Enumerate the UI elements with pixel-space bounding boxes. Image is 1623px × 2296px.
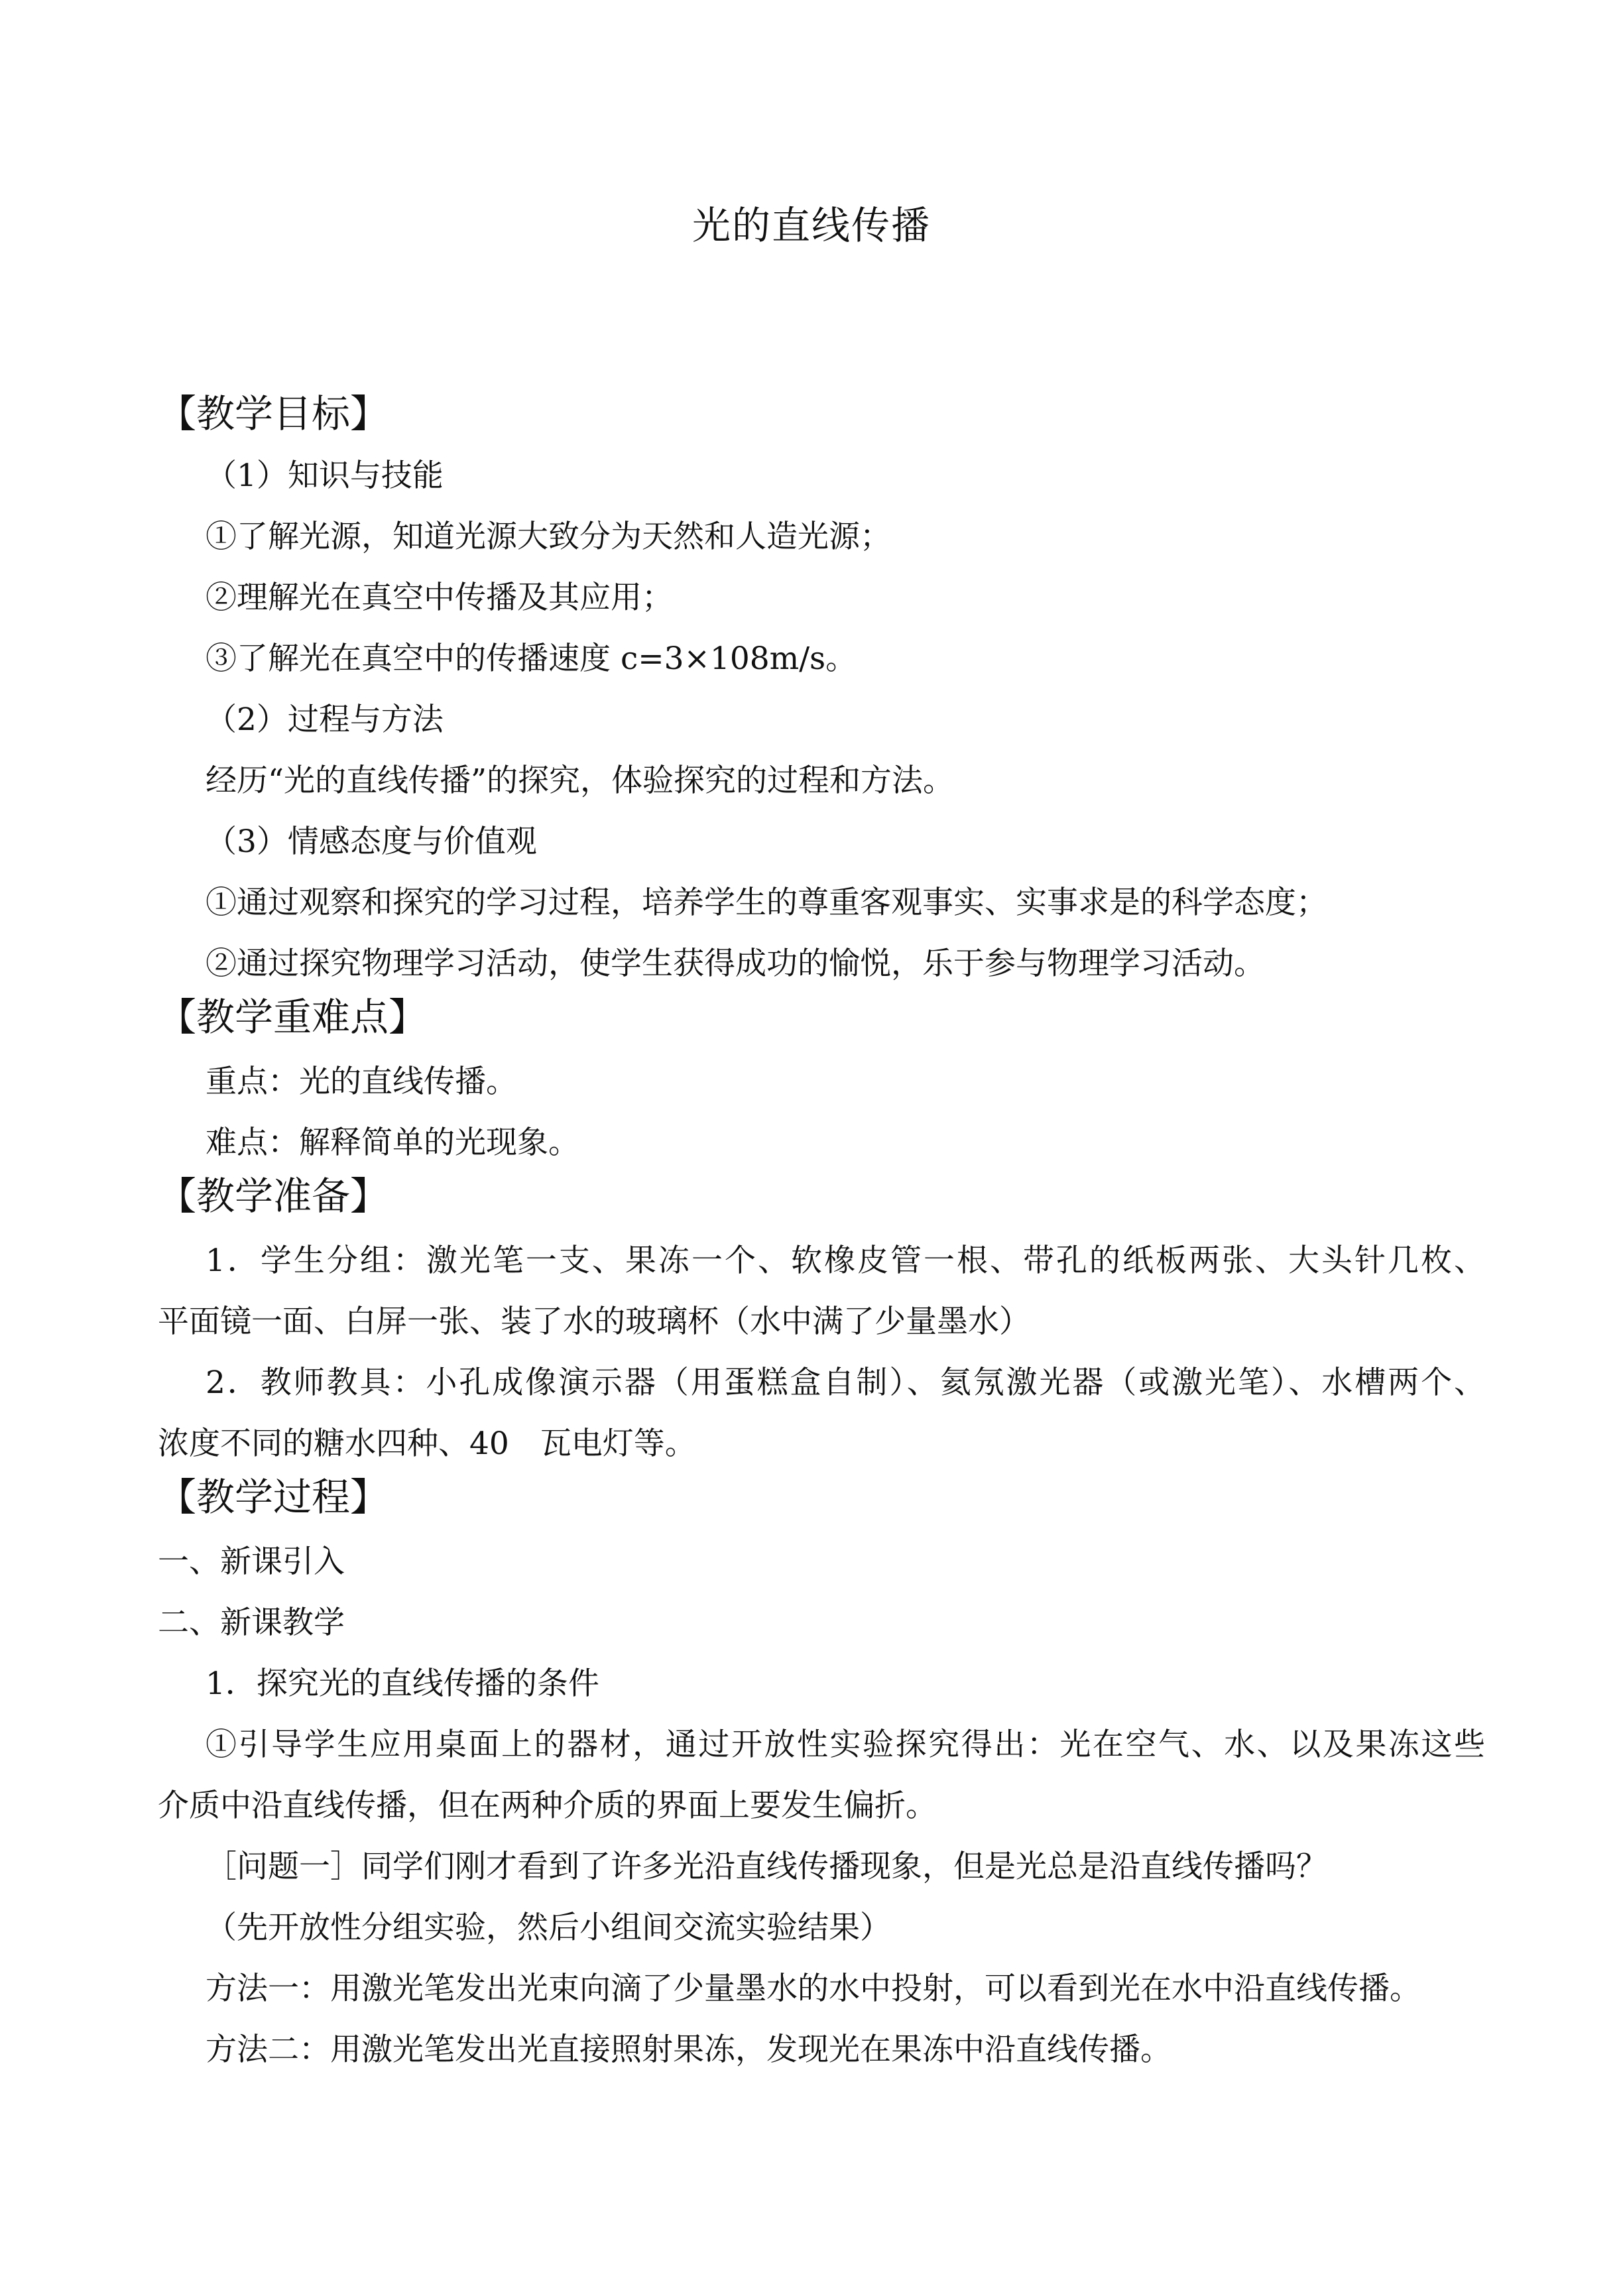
prep-teacher-line-1: 2．教师教具：小孔成像演示器（用蛋糕盒自制）、氦氖激光器（或激光笔）、水槽两个、: [206, 1364, 1485, 1401]
emotion-heading: （3）情感态度与价值观: [206, 823, 537, 860]
process-method-2: 方法二：用激光笔发出光直接照射果冻，发现光在果冻中沿直线传播。: [206, 2031, 1172, 2068]
process-subheading-1: 1．探究光的直线传播的条件: [206, 1665, 599, 1702]
process-text: 经历“光的直线传播”的探究，体验探究的过程和方法。: [206, 762, 955, 799]
process-guide-line-2: 介质中沿直线传播，但在两种介质的界面上要发生偏折。: [158, 1787, 937, 1824]
page-title: 光的直线传播: [691, 203, 931, 248]
section-heading-preparation: 【教学准备】: [158, 1174, 389, 1219]
knowledge-heading: （1）知识与技能: [206, 457, 444, 494]
section-heading-process: 【教学过程】: [158, 1475, 389, 1520]
process-method-1: 方法一：用激光笔发出光束向滴了少量墨水的水中投射，可以看到光在水中沿直线传播。: [206, 1970, 1421, 2007]
process-part-2: 二、新课教学: [158, 1604, 345, 1641]
process-question-1: ［问题一］同学们刚才看到了许多光沿直线传播现象，但是光总是沿直线传播吗？: [206, 1848, 1327, 1885]
key-point-focus: 重点：光的直线传播。: [206, 1063, 517, 1100]
knowledge-item-3: ③了解光在真空中的传播速度 c=3×108m/s。: [206, 640, 857, 677]
key-point-difficulty: 难点：解释简单的光现象。: [206, 1124, 579, 1161]
prep-student-line-2: 平面镜一面、白屏一张、装了水的玻璃杯（水中满了少量墨水）: [158, 1303, 1030, 1340]
section-heading-objectives: 【教学目标】: [158, 391, 389, 436]
prep-student-line-1: 1．学生分组：激光笔一支、果冻一个、软橡皮管一根、带孔的纸板两张、大头针几枚、: [206, 1242, 1485, 1279]
process-note: （先开放性分组实验，然后小组间交流实验结果）: [206, 1909, 891, 1946]
prep-teacher-line-2: 浓度不同的糖水四种、40 瓦电灯等。: [158, 1425, 696, 1462]
process-part-1: 一、新课引入: [158, 1543, 345, 1580]
process-guide-line-1: ①引导学生应用桌面上的器材，通过开放性实验探究得出：光在空气、水、以及果冻这些: [206, 1726, 1485, 1763]
emotion-item-1: ①通过观察和探究的学习过程，培养学生的尊重客观事实、实事求是的科学态度；: [206, 884, 1327, 921]
knowledge-item-2: ②理解光在真空中传播及其应用；: [206, 579, 673, 616]
process-heading: （2）过程与方法: [206, 701, 444, 738]
knowledge-item-1: ①了解光源，知道光源大致分为天然和人造光源；: [206, 518, 891, 555]
section-heading-key-points: 【教学重难点】: [158, 995, 428, 1040]
emotion-item-2: ②通过探究物理学习活动，使学生获得成功的愉悦，乐于参与物理学习活动。: [206, 945, 1265, 982]
